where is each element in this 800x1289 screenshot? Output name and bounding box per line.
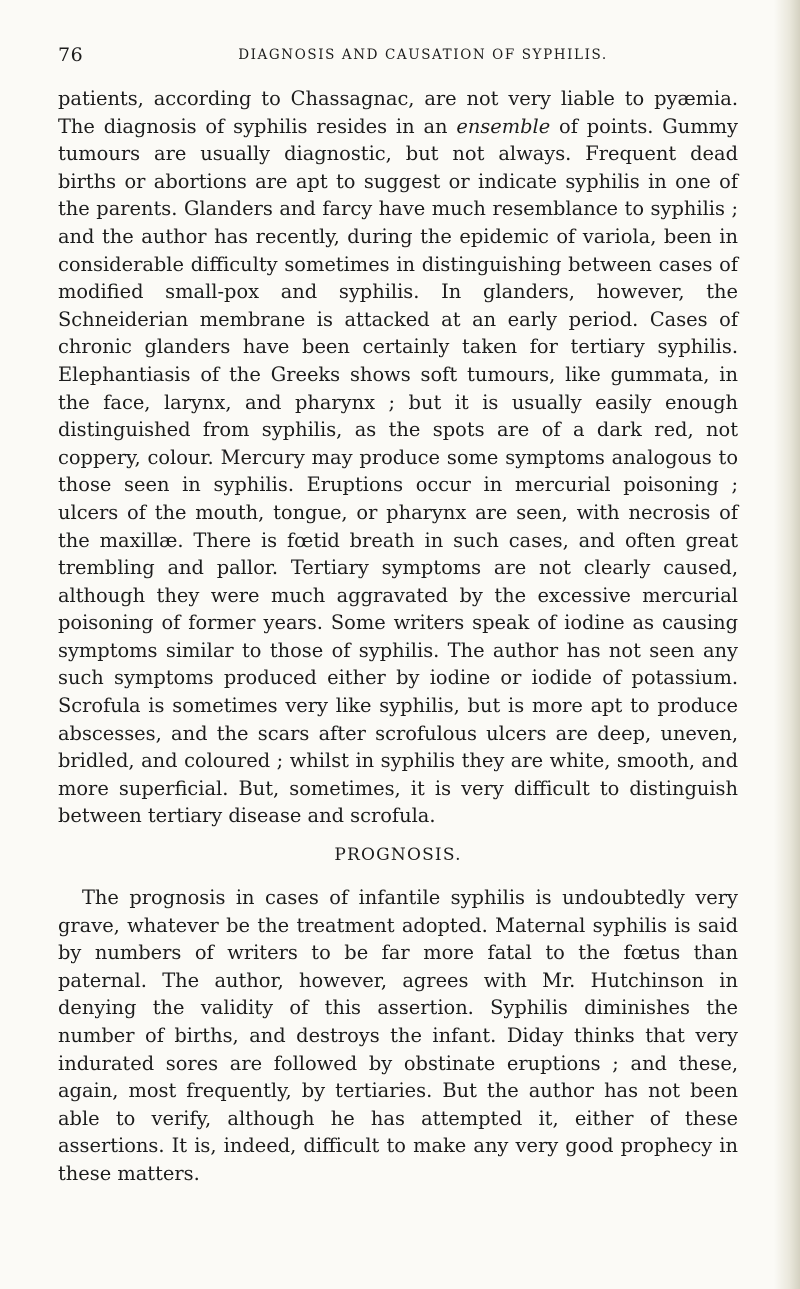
prognosis-text-block xyxy=(58,884,738,1188)
italic-term: ensemble xyxy=(456,114,551,138)
page-edge-shadow xyxy=(774,0,800,1289)
diagnosis-paragraph xyxy=(58,85,738,830)
paragraph-text-start: patients, according to Chassagnac, are not very liable to pyæmia. The diagnosis of syphilis resides in an xyxy=(58,87,738,138)
paragraph-text-rest: of points. Gummy tumours are usually diagnostic, but not always. Frequent dead births or abortions are apt to suggest or indicate syphilis in one of the parents. Glanders and farcy have much resemblance to syphilis ; and the author has recently, during the epidemic of variola, been in considerable difficulty sometimes in distinguishing between cases of modified small-pox and syphilis. In glanders, however, the Schneiderian membrane is attacked at an early period. Cases of chronic glanders have been certainly taken for tertiary syphilis. Elephantiasis of the Greeks shows soft tumours, like gummata, in the face, larynx, and pharynx ; but it is usually easily enough distinguished from syphilis, as the spots are of a dark red, not coppery, colour. Mercury may produce some symptoms analogous to those seen in syphilis. Eruptions occur in mercurial poisoning ; ulcers of the mouth, tongue, or pharynx are seen, with necrosis of the maxillæ. There is fœtid breath in such cases, and often great trembling and pallor. Tertiary symptoms are not clearly caused, although they were much aggravated by the excessive mercurial poisoning of former years. Some writers speak of iodine as causing symptoms similar to those of syphilis. The author has not seen any such symptoms produced either by iodine or iodide of potassium. Scrofula is sometimes very like syphilis, but is more apt to produce abscesses, and the scars after scrofulous ulcers are deep, uneven, bridled, and coloured ; whilst in syphilis they are white, smooth, and more superficial. But, sometimes, it is very difficult to distinguish between tertiary disease and scrofula. xyxy=(58,114,738,828)
running-head-title: DIAGNOSIS AND CAUSATION OF SYPHILIS. xyxy=(238,47,608,63)
page-number: 76 xyxy=(58,44,84,66)
prognosis-paragraph: The prognosis in cases of infantile syphilis is undoubtedly very grave, whatever be the treatment adopted. Maternal syphilis is said by numbers of writers to be far more fatal to the fœtus than paternal. The author, however, agrees with Mr. Hutchinson in denying the validity of this assertion. Syphilis diminishes the number of births, and destroys the infant. Diday thinks that very indurated sores are followed by obstinate eruptions ; and these, again, most frequently, by tertiaries. But the author has not been able to verify, although he has attempted it, either of these assertions. It is, indeed, difficult to make any very good prophecy in these matters. xyxy=(58,886,738,1185)
running-head xyxy=(58,44,748,68)
diagnosis-text-block xyxy=(58,85,738,830)
section-heading-prognosis: PROGNOSIS. xyxy=(334,845,462,865)
